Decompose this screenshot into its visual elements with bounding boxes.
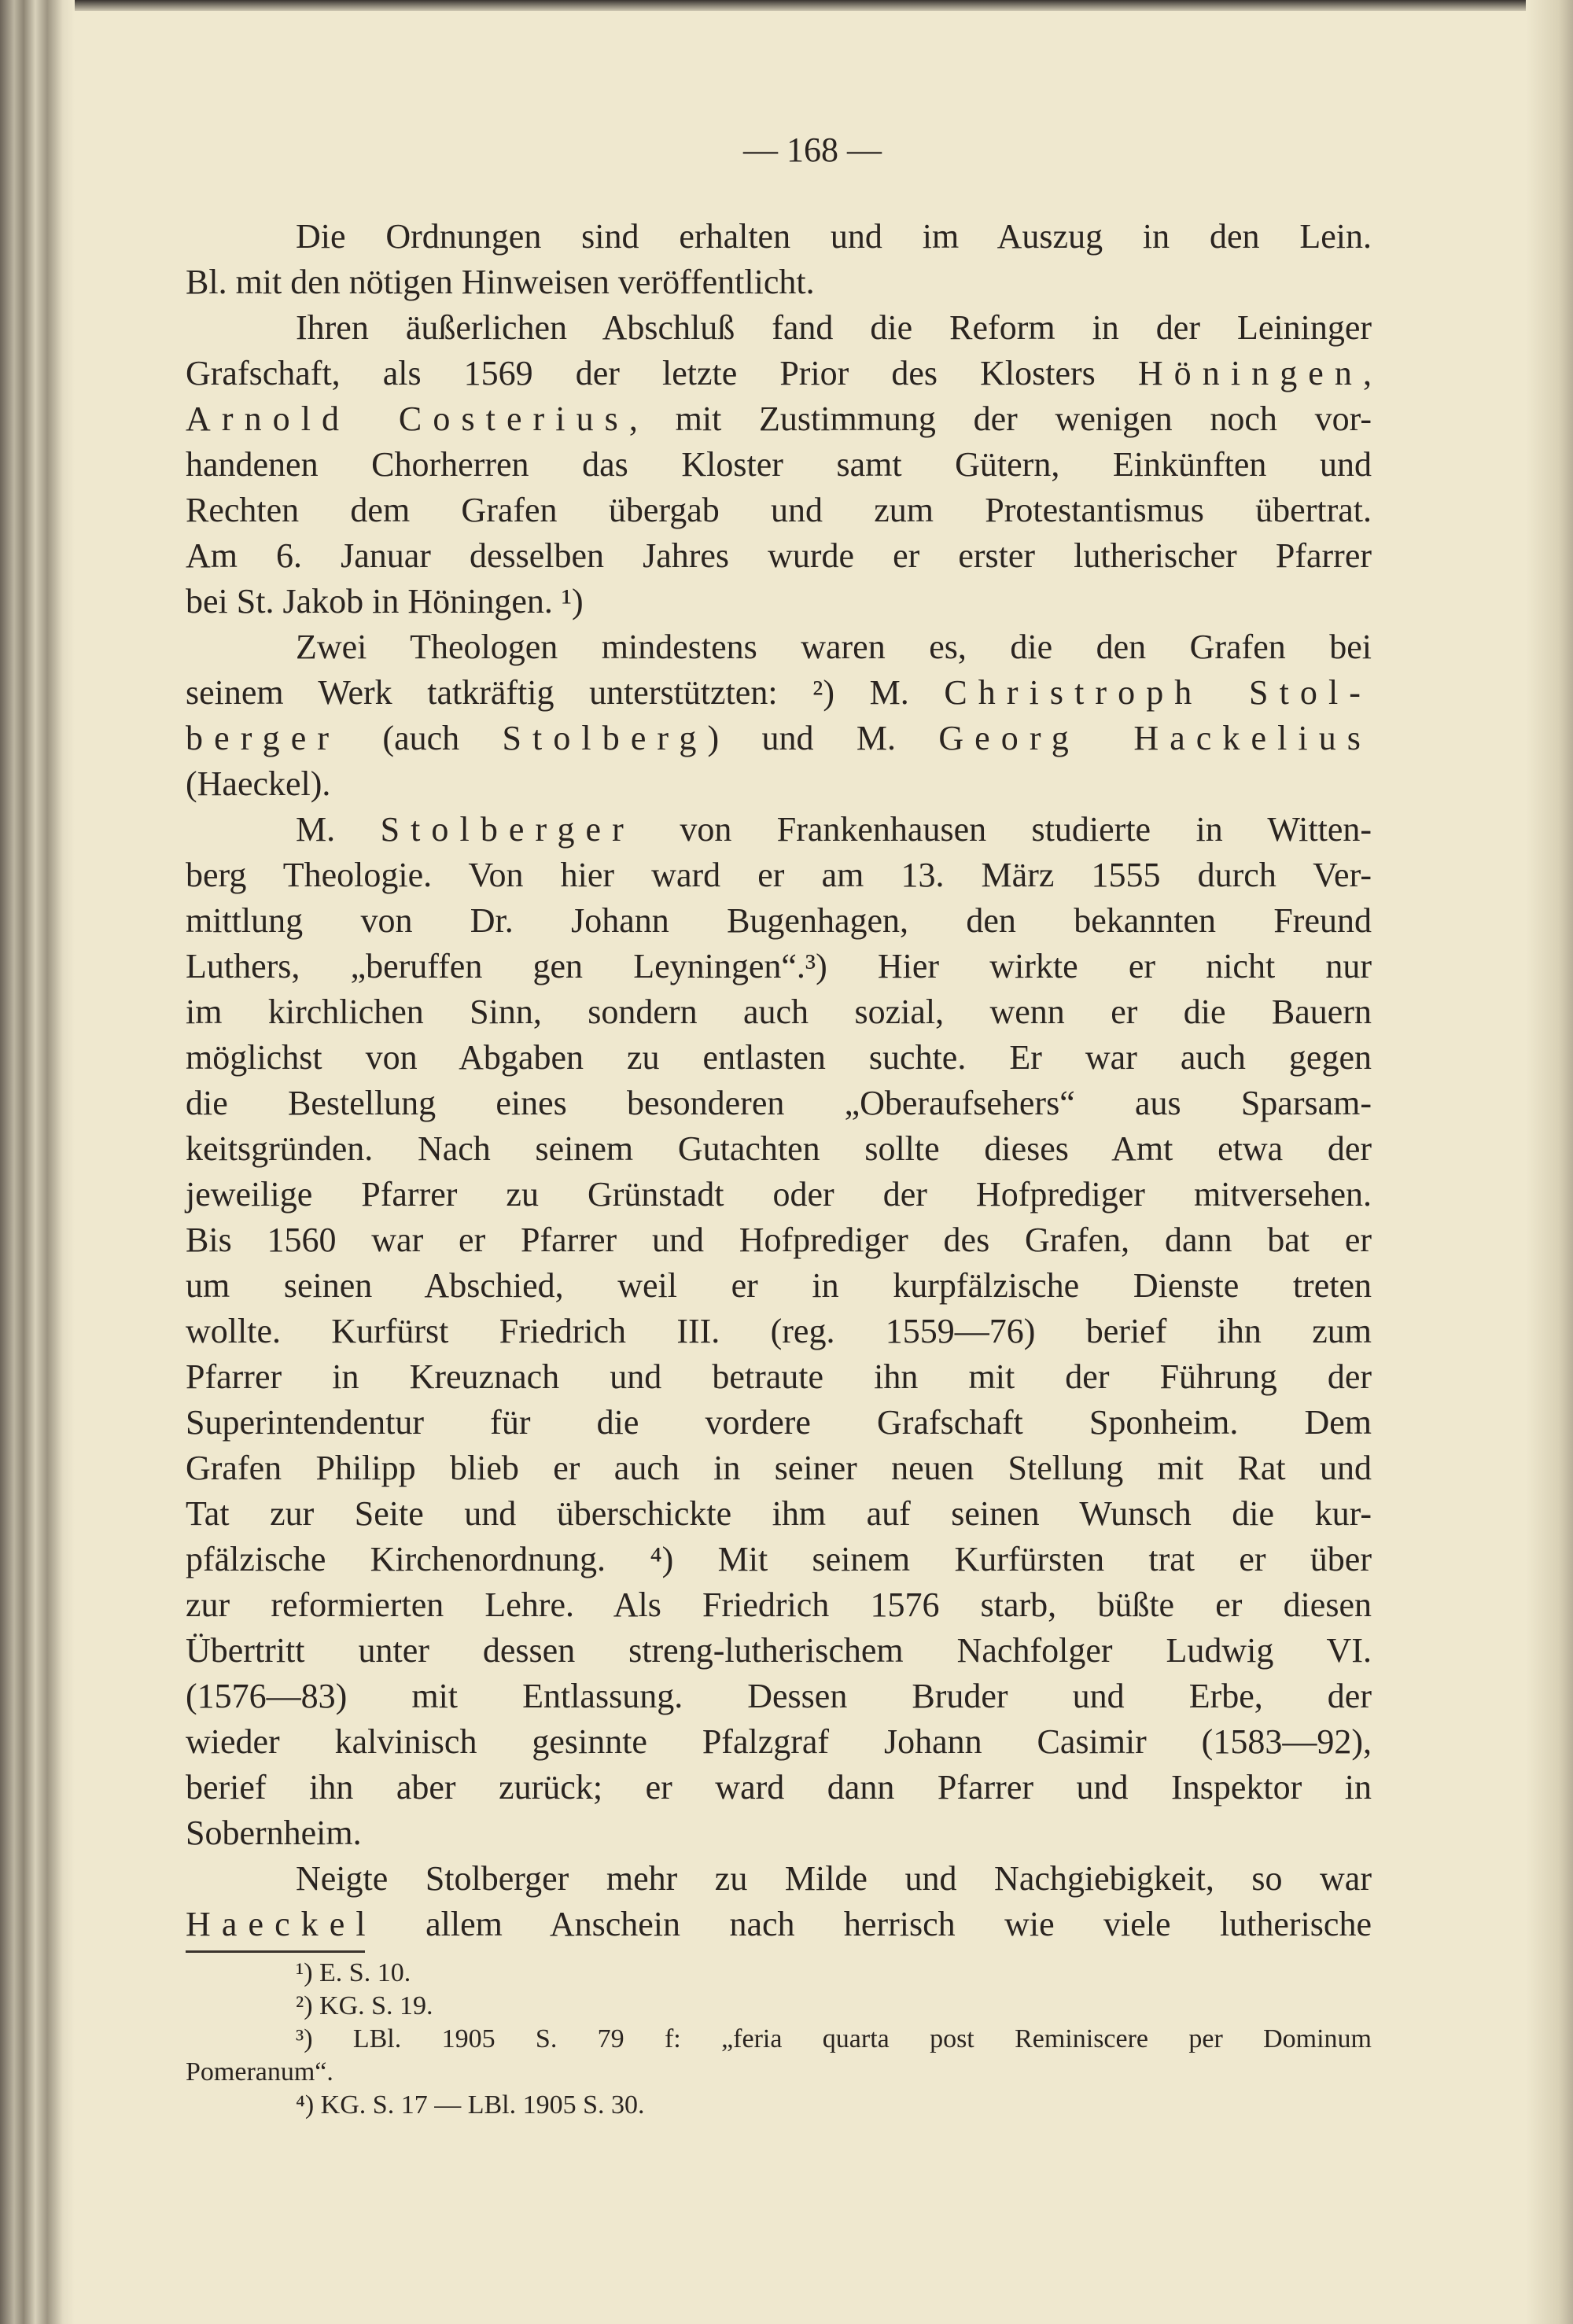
body-text — [186, 214, 1372, 1947]
text-line — [186, 1263, 1372, 1309]
text-segment: seinem Werk tatkräftig unterstützten: ²) M. — [186, 673, 945, 712]
spaced-name: Georg Hackelius — [938, 719, 1372, 757]
text-segment: pfälzische Kirchenordnung. ⁴) Mit seinem Kurfürsten trat er über — [186, 1540, 1372, 1578]
text-line — [186, 1537, 1372, 1582]
text-segment: Grafschaft, als 1569 der letzte Prior des Klosters — [186, 354, 1138, 392]
footnote: ⁴) KG. S. 17 — LBl. 1905 S. 30. — [296, 2090, 645, 2120]
text-segment: Luthers, „beruffen gen Leyningen“.³) Hier wirkte er nicht nur — [186, 947, 1372, 985]
text-line — [186, 1491, 1372, 1537]
text-segment: handenen Chorherren das Kloster samt Gütern, Einkünften und — [186, 445, 1372, 484]
text-segment: Bis 1560 war er Pfarrer und Hofprediger des Grafen, dann bat er — [186, 1221, 1372, 1259]
text-line — [186, 533, 1372, 579]
text-line — [186, 716, 1372, 761]
text-line — [186, 1446, 1372, 1491]
page-number: — 168 — — [743, 131, 882, 169]
text-segment: Tat zur Seite und überschickte ihm auf seinen Wunsch die kur- — [186, 1494, 1372, 1533]
spaced-name: Haeckel — [186, 1905, 377, 1943]
text-line — [186, 1856, 1372, 1902]
text-segment: Die Ordnungen sind erhalten und im Auszug in den Lein. — [296, 217, 1372, 256]
scan-top-edge — [0, 0, 1573, 11]
footnotes — [186, 1957, 1372, 2122]
text-segment: Sobernheim. — [186, 1814, 362, 1852]
text-line — [186, 1354, 1372, 1400]
text-line — [186, 1081, 1372, 1126]
text-line — [186, 853, 1372, 898]
footnote: ¹) E. S. 10. — [296, 1958, 411, 1987]
text-segment: (1576—83) mit Entlassung. Dessen Bruder und Erbe, der — [186, 1677, 1372, 1715]
text-segment: Superintendentur für die vordere Grafschaft Sponheim. Dem — [186, 1403, 1372, 1442]
text-segment: Zwei Theologen mindestens waren es, die den Grafen bei — [296, 628, 1372, 666]
text-segment: mittlung von Dr. Johann Bugenhagen, den bekannten Freund — [186, 901, 1372, 940]
text-line — [186, 1810, 1372, 1856]
spaced-name: Arnold Costerius — [186, 400, 629, 438]
text-line — [186, 670, 1372, 716]
spaced-name: Stolberg — [502, 719, 708, 757]
text-line — [186, 1172, 1372, 1217]
text-segment: wollte. Kurfürst Friedrich III. (reg. 1559—76) berief ihn zum — [186, 1312, 1372, 1350]
footnote: ²) KG. S. 19. — [296, 1991, 433, 2020]
text-segment: (auch — [340, 719, 503, 757]
footnote: ³) LBl. 1905 S. 79 f: „feria quarta post Reminiscere per Dominum — [296, 2024, 1372, 2053]
spaced-name: Höningen — [1137, 354, 1363, 392]
text-line — [186, 351, 1372, 396]
text-segment: , — [1363, 354, 1372, 392]
text-segment: wieder kalvinisch gesinnte Pfalzgraf Johann Casimir (1583—92), — [186, 1722, 1372, 1761]
spaced-name: Christroph Stol- — [944, 673, 1372, 712]
text-line — [186, 1765, 1372, 1810]
text-segment: zur reformierten Lehre. Als Friedrich 1576 starb, büßte er diesen — [186, 1586, 1372, 1624]
text-segment: von Frankenhausen studierte in Witten- — [634, 810, 1372, 849]
text-line — [186, 488, 1372, 533]
text-line — [186, 305, 1372, 351]
text-line — [186, 944, 1372, 989]
text-segment: allem Anschein nach herrisch wie viele lutherische — [376, 1905, 1372, 1943]
text-segment: Neigte Stolberger mehr zu Milde und Nachgiebigkeit, so war — [296, 1859, 1372, 1898]
spaced-name: berger — [186, 719, 341, 757]
text-segment: , mit Zustimmung der wenigen noch vor- — [628, 400, 1372, 438]
book-page-edges — [0, 0, 75, 2324]
text-segment: Rechten dem Grafen übergab und zum Protestantismus übertrat. — [186, 491, 1372, 529]
text-segment: im kirchlichen Sinn, sondern auch sozial, wenn er die Bauern — [186, 993, 1372, 1031]
text-segment: Grafen Philipp blieb er auch in seiner neuen Stellung mit Rat und — [186, 1449, 1372, 1487]
text-line — [186, 214, 1372, 260]
text-segment: Bl. mit den nötigen Hinweisen veröffentlicht. — [186, 263, 815, 301]
text-line — [186, 1582, 1372, 1628]
text-segment: berief ihn aber zurück; er ward dann Pfarrer und Inspektor in — [186, 1768, 1372, 1807]
text-line — [186, 1400, 1372, 1446]
text-segment: Pfarrer in Kreuznach und betraute ihn mit der Führung der — [186, 1357, 1372, 1396]
text-line — [186, 1674, 1372, 1719]
text-line — [186, 807, 1372, 853]
text-segment: ) und M. — [707, 719, 939, 757]
text-line — [186, 1126, 1372, 1172]
text-segment: bei St. Jakob in Höningen. ¹) — [186, 582, 584, 621]
text-line — [186, 761, 1372, 807]
text-segment: Ihren äußerlichen Abschluß fand die Reform in der Leininger — [296, 308, 1372, 347]
footnote-separator — [186, 1950, 365, 1953]
text-line — [186, 1719, 1372, 1765]
text-segment: Übertritt unter dessen streng-lutherischem Nachfolger Ludwig VI. — [186, 1631, 1372, 1670]
text-line — [186, 989, 1372, 1035]
text-line — [186, 442, 1372, 488]
text-line — [186, 1217, 1372, 1263]
text-segment: jeweilige Pfarrer zu Grünstadt oder der Hofprediger mitversehen. — [186, 1175, 1372, 1214]
text-segment: (Haeckel). — [186, 764, 331, 803]
text-line — [186, 1628, 1372, 1674]
text-segment: möglichst von Abgaben zu entlasten suchte. Er war auch gegen — [186, 1038, 1372, 1077]
text-line — [186, 624, 1372, 670]
text-segment: M. — [296, 810, 381, 849]
page-right-shadow — [1526, 0, 1573, 2324]
footnote: Pomeranum“. — [186, 2057, 333, 2086]
text-segment: Am 6. Januar desselben Jahres wurde er erster lutherischer Pfarrer — [186, 536, 1372, 575]
text-segment: berg Theologie. Von hier ward er am 13. März 1555 durch Ver- — [186, 856, 1372, 894]
text-line — [186, 1902, 1372, 1947]
text-segment: die Bestellung eines besonderen „Oberaufsehers“ aus Sparsam- — [186, 1084, 1372, 1122]
text-line — [186, 396, 1372, 442]
text-line — [186, 1035, 1372, 1081]
spaced-name: Stolberger — [380, 810, 635, 849]
text-line — [186, 1309, 1372, 1354]
text-line — [186, 579, 1372, 624]
text-line — [186, 260, 1372, 305]
text-segment: um seinen Abschied, weil er in kurpfälzische Dienste treten — [186, 1266, 1372, 1305]
text-line — [186, 898, 1372, 944]
text-segment: keitsgründen. Nach seinem Gutachten sollte dieses Amt etwa der — [186, 1129, 1372, 1168]
